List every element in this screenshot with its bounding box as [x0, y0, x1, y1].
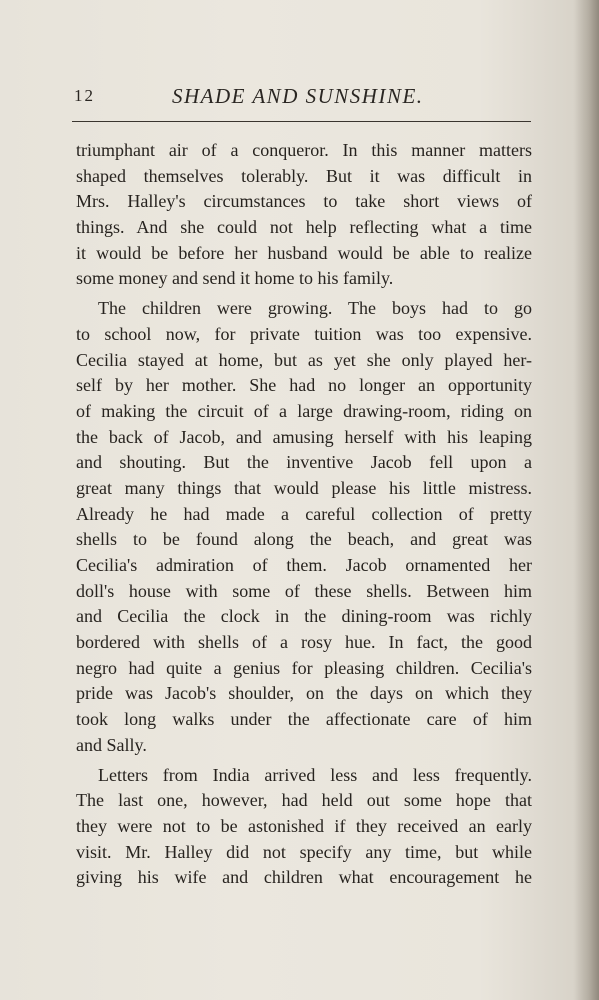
- text-line: Already he had made a careful collection of pretty: [76, 503, 532, 524]
- text-line: to school now, for private tuition was too expensive.: [76, 323, 532, 344]
- paragraph: [76, 763, 532, 891]
- text-line: bordered with shells of a rosy hue. In fact, the good: [76, 632, 532, 653]
- text-line: and shouting. But the inventive Jacob fell upon a: [76, 452, 532, 473]
- running-head: [72, 84, 532, 114]
- text-line: triumphant air of a conqueror. In this manner matters: [76, 140, 532, 160]
- text-line: of making the circuit of a large drawing-room, riding on: [76, 400, 532, 421]
- text-line: self by her mother. She had no longer an opportunity: [76, 375, 532, 396]
- text-line: doll's house with some of these shells. Between him: [76, 580, 532, 601]
- text-line: things. And she could not help reflecting what a time: [76, 217, 532, 238]
- paragraph: [76, 296, 532, 758]
- text-line: giving his wife and children what encouragement he: [76, 867, 532, 888]
- page-edge-shadow: [573, 0, 599, 1000]
- header-rule: [72, 121, 531, 122]
- text-line: shells to be found along the beach, and great was: [76, 529, 532, 550]
- text-line: it would be before her husband would be able to realize: [76, 242, 532, 263]
- text-line: great many things that would please his little mistress.: [76, 477, 532, 498]
- body-text: [76, 138, 532, 891]
- text-line: and Cecilia the clock in the dining-room was richly: [76, 606, 532, 627]
- text-line: Cecilia stayed at home, but as yet she only played her-: [76, 349, 532, 370]
- text-line: they were not to be astonished if they received an early: [76, 815, 532, 836]
- text-line: shaped themselves tolerably. But it was difficult in: [76, 165, 532, 186]
- text-line: visit. Mr. Halley did not specify any time, but while: [76, 841, 532, 862]
- text-line: The children were growing. The boys had to go: [98, 298, 532, 319]
- text-line: negro had quite a genius for pleasing children. Cecilia's: [76, 657, 532, 678]
- text-line: and Sally.: [76, 734, 147, 755]
- paragraph: [76, 138, 532, 292]
- text-line: took long walks under the affectionate care of him: [76, 709, 532, 730]
- text-line: the back of Jacob, and amusing herself with his leaping: [76, 426, 532, 447]
- text-line: Letters from India arrived less and less frequently.: [98, 764, 532, 785]
- page-number: 12: [74, 86, 95, 105]
- book-title: SHADE AND SUNSHINE.: [172, 84, 424, 108]
- text-line: The last one, however, had held out some hope that: [76, 790, 532, 811]
- text-line: Cecilia's admiration of them. Jacob ornamented her: [76, 555, 532, 575]
- text-line: Mrs. Halley's circumstances to take short views of: [76, 191, 532, 212]
- text-line: pride was Jacob's shoulder, on the days on which they: [76, 683, 532, 704]
- text-line: some money and send it home to his family.: [76, 268, 394, 289]
